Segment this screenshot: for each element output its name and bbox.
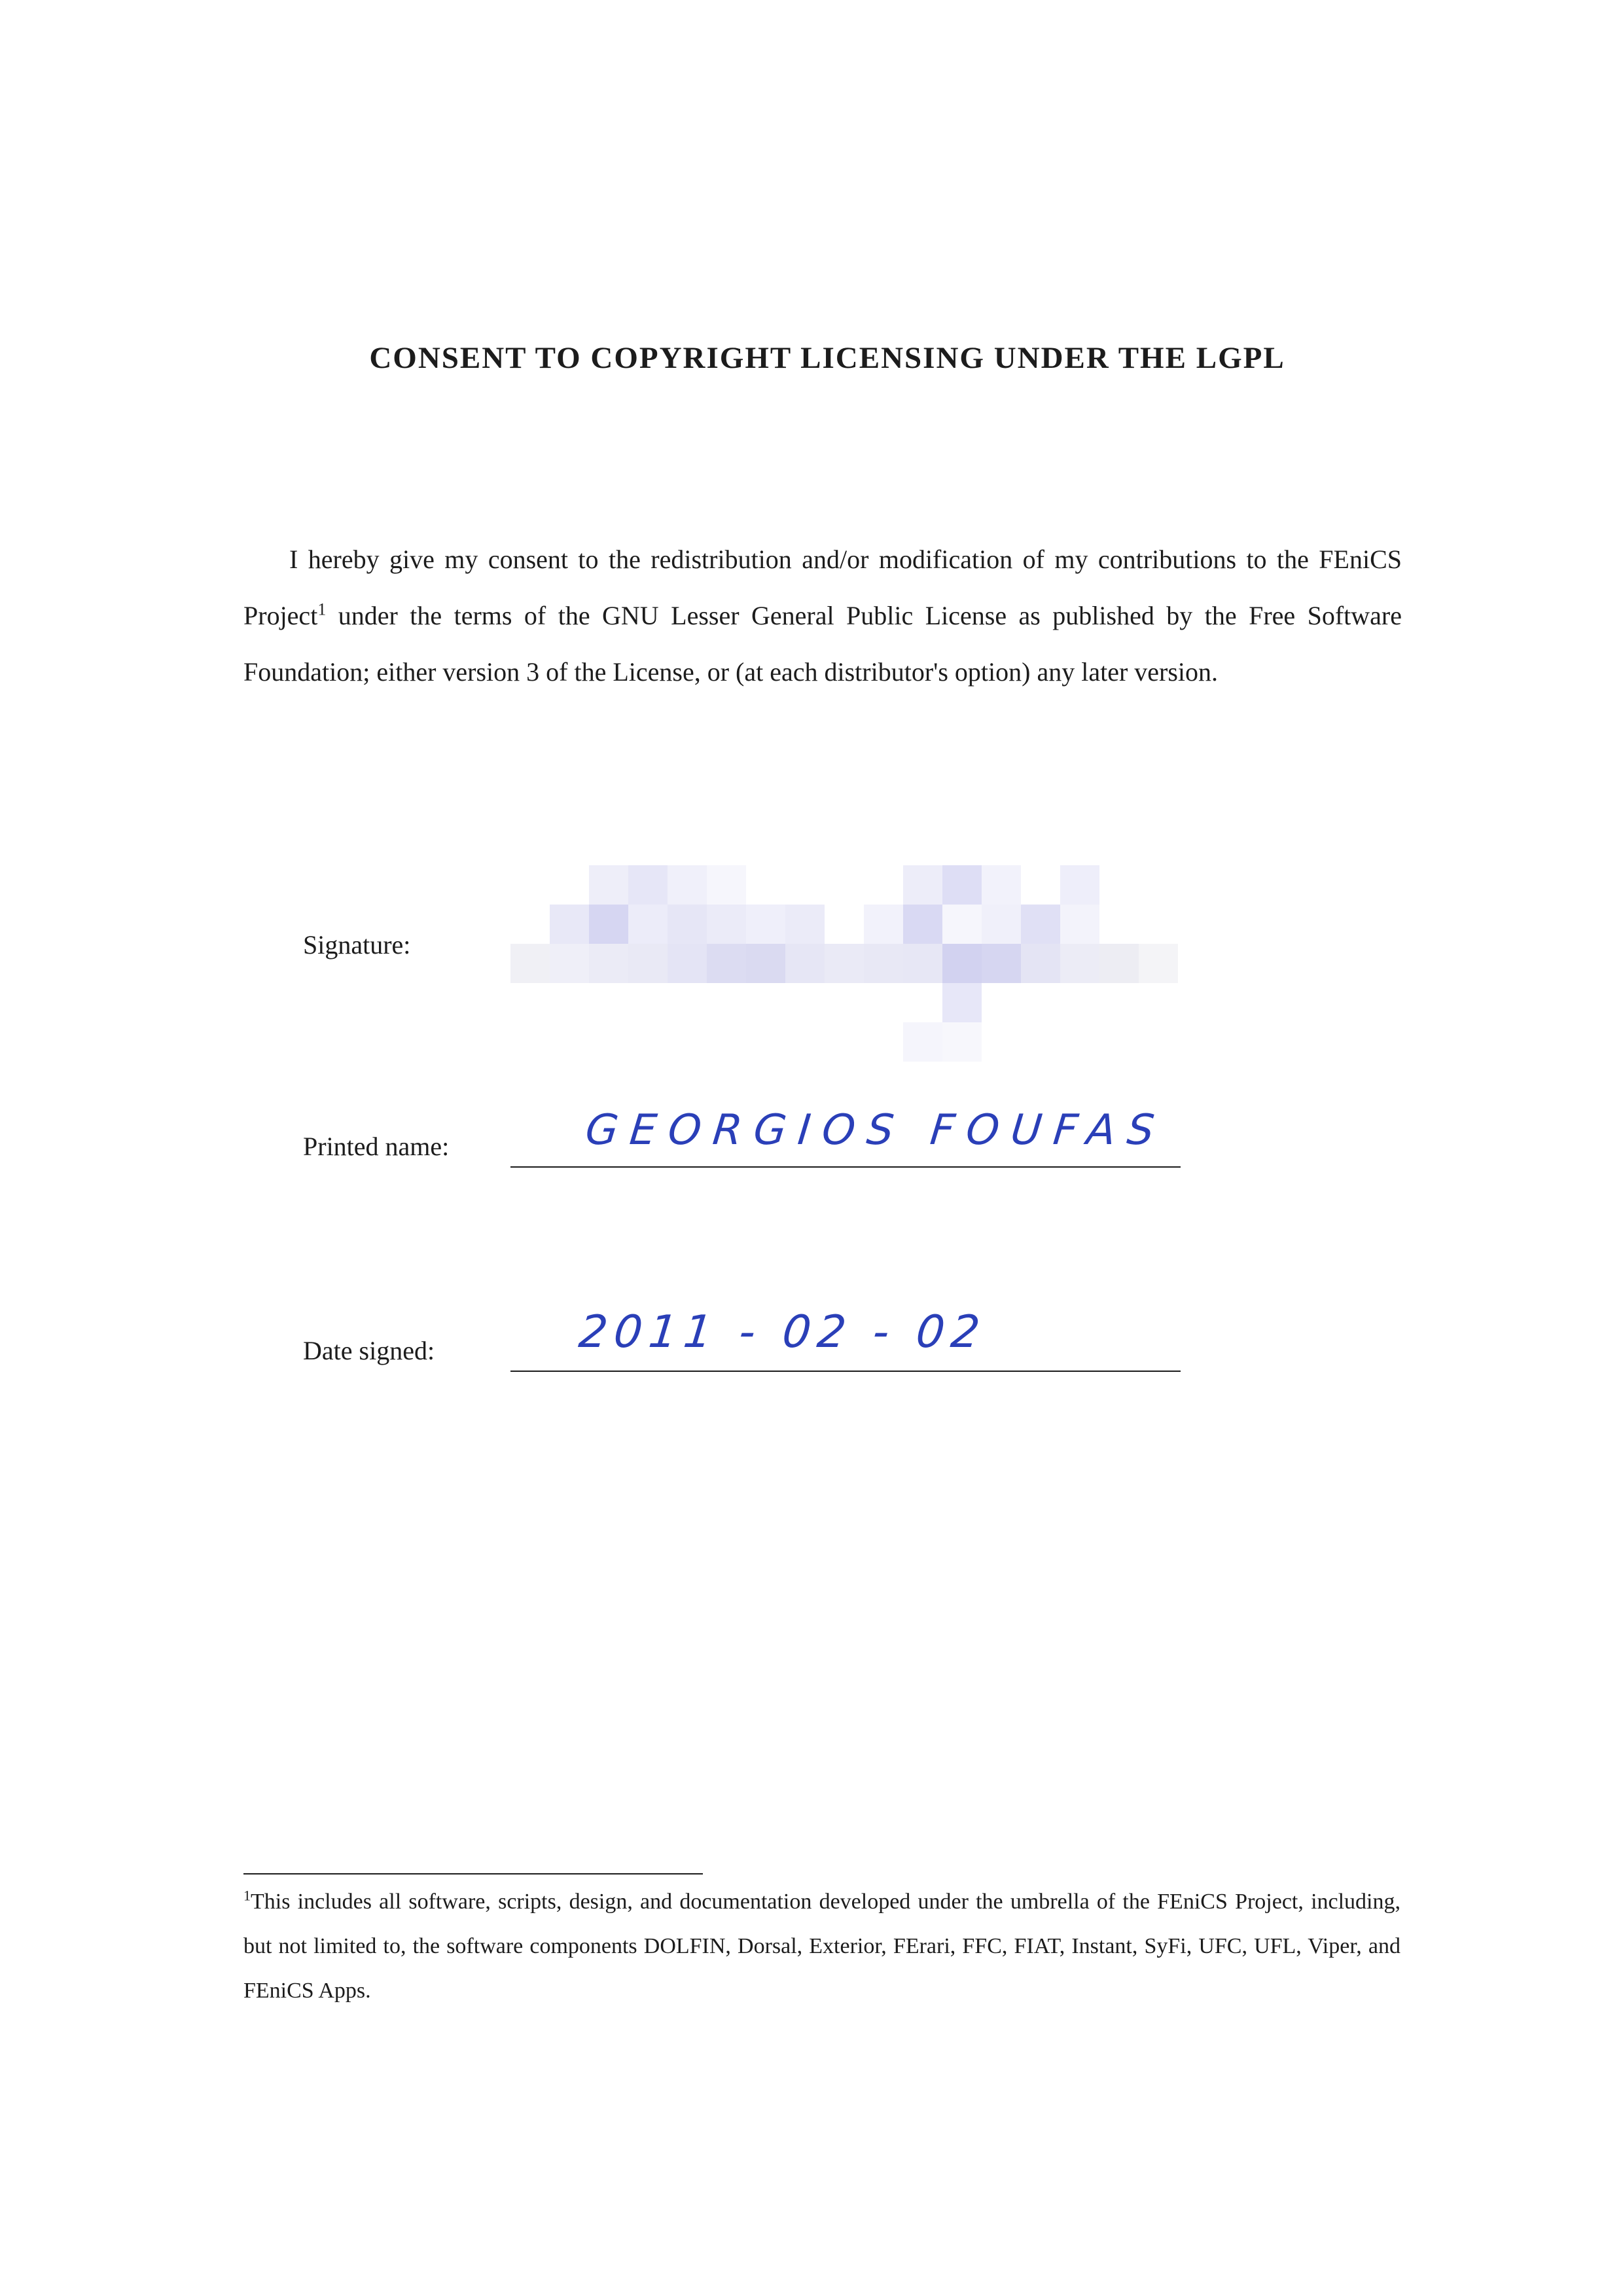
footnote <box>243 1880 1400 2013</box>
footnote-rule <box>243 1873 703 1874</box>
signature-label: Signature: <box>303 930 411 960</box>
printed-name-label: Printed name: <box>303 1132 450 1161</box>
printed-name-line <box>510 1166 1181 1168</box>
date-signed-label: Date signed: <box>303 1336 435 1365</box>
footnote-text: This includes all software, scripts, design, and documentation developed under the umbrella of the FEniCS Project, including, but not limited to, the software components DOLFIN, Dorsal, Exterior, FErari, FFC, FIAT, Instant, SyFi, UFC, UFL, Viper, and FEniCS Apps. <box>243 1890 1400 2003</box>
footnote-mark: 1 <box>243 1887 251 1904</box>
date-signed-handwritten-value: 2011 - 02 - 02 <box>576 1306 989 1358</box>
document-title: CONSENT TO COPYRIGHT LICENSING UNDER THE LGPL <box>369 341 1285 375</box>
signature-redacted-image <box>510 826 1185 1068</box>
consent-text-part2: under the terms of the GNU Lesser General Public License as published by the Free Software Foundation; either version 3 of the License, or (at each distributor's option) any later version. <box>243 601 1402 687</box>
printed-name-handwritten-value: GEORGIOS FOUFAS <box>583 1106 1169 1155</box>
consent-paragraph <box>243 531 1402 700</box>
consent-text-part1: I hereby give my consent to the redistribution and/or modification of my contributions to the FEniCS Project <box>243 545 1402 630</box>
footnote-reference: 1 <box>317 600 327 619</box>
date-signed-line <box>510 1371 1181 1372</box>
